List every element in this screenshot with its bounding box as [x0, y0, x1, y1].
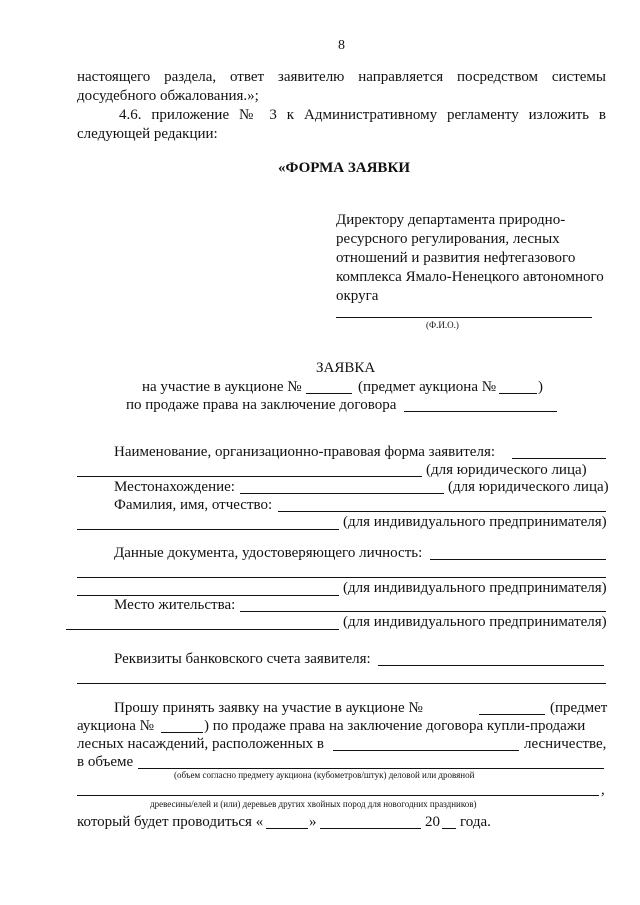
- addressee-line-5: округа: [336, 288, 379, 304]
- page-number: 8: [338, 38, 345, 53]
- residence-blank[interactable]: [240, 611, 606, 612]
- wood-caption: древесины/елей и (или) деревьев других хвойных пород для новогодних праздников): [150, 799, 477, 809]
- location-label: Местонахождение:: [114, 479, 235, 495]
- request-line-2a: аукциона №: [77, 718, 154, 734]
- legal-entity-note: (для юридического лица): [426, 462, 587, 478]
- date-line-a: который будет проводиться «: [77, 814, 264, 830]
- auction-number-blank[interactable]: [306, 393, 352, 394]
- wood-comma: ,: [601, 782, 605, 798]
- location-blank[interactable]: [240, 493, 444, 494]
- fio-field-blank-2[interactable]: [77, 529, 339, 530]
- bank-label: Реквизиты банковского счета заявителя:: [114, 651, 371, 667]
- document-blank-3[interactable]: [77, 595, 339, 596]
- document-note: (для индивидуального предпринимателя): [343, 580, 607, 596]
- date-day-blank[interactable]: [266, 828, 308, 829]
- request-line-1a: Прошу принять заявку на участие в аукционе №: [114, 700, 423, 716]
- intro-line-1: настоящего раздела, ответ заявителю направляется посредством системы: [77, 69, 606, 85]
- date-month-blank[interactable]: [320, 828, 421, 829]
- date-line-c: 20: [425, 814, 440, 830]
- residence-label: Место жительства:: [114, 597, 236, 613]
- application-subtitle-2: по продаже права на заключение договора: [126, 397, 397, 413]
- applicant-name-label: Наименование, организационно-правовая форма заявителя:: [114, 444, 496, 460]
- forestry-blank[interactable]: [333, 750, 519, 751]
- bank-blank[interactable]: [378, 665, 604, 666]
- application-title: ЗАЯВКА: [316, 360, 376, 376]
- ip-note: (для индивидуального предпринимателя): [343, 514, 607, 530]
- date-line-d: года.: [460, 814, 491, 830]
- auction-subject-number-blank[interactable]: [499, 393, 537, 394]
- document-blank[interactable]: [430, 559, 606, 560]
- residence-note: (для индивидуального предпринимателя): [343, 614, 607, 630]
- volume-blank[interactable]: [138, 768, 604, 769]
- wood-blank[interactable]: [77, 795, 599, 796]
- request-subject-number-blank[interactable]: [161, 732, 203, 733]
- addressee-line-2: ресурсного регулирования, лесных: [336, 231, 560, 247]
- location-note: (для юридического лица): [448, 479, 609, 495]
- request-auction-number-blank[interactable]: [479, 714, 545, 715]
- bank-blank-2[interactable]: [77, 683, 606, 684]
- applicant-name-blank-2[interactable]: [77, 476, 422, 477]
- request-line-4: в объеме: [77, 754, 134, 770]
- residence-blank-2[interactable]: [66, 629, 339, 630]
- request-line-1b: (предмет: [550, 700, 608, 716]
- addressee-line-4: комплекса Ямало-Ненецкого автономного: [336, 269, 604, 285]
- form-title: «ФОРМА ЗАЯВКИ: [278, 160, 410, 176]
- intro-line-3: 4.6. приложение № 3 к Административному регламенту изложить в: [119, 107, 606, 123]
- application-subtitle-1b: (предмет аукциона №: [358, 379, 497, 395]
- contract-blank[interactable]: [404, 411, 557, 412]
- volume-caption: (объем согласно предмету аукциона (кубометров/штук) деловой или дровяной: [174, 770, 475, 780]
- request-line-3b: лесничестве,: [524, 736, 607, 752]
- fio-caption: (Ф.И.О.): [426, 320, 459, 330]
- fio-blank[interactable]: [336, 317, 592, 318]
- request-line-2b: ) по продаже права на заключение договора купли-продажи: [204, 718, 586, 734]
- fio-label: Фамилия, имя, отчество:: [114, 497, 273, 513]
- date-line-b: »: [309, 814, 317, 830]
- document-label: Данные документа, удостоверяющего личность:: [114, 545, 423, 561]
- intro-line-4: следующей редакции:: [77, 126, 218, 142]
- intro-line-2: досудебного обжалования.»;: [77, 88, 259, 104]
- application-subtitle-1c: ): [538, 379, 543, 395]
- fio-field-blank[interactable]: [278, 511, 606, 512]
- request-line-3a: лесных насаждений, расположенных в: [77, 736, 324, 752]
- application-subtitle-1a: на участие в аукционе №: [142, 379, 302, 395]
- document-blank-2[interactable]: [77, 577, 606, 578]
- applicant-name-blank[interactable]: [512, 458, 606, 459]
- addressee-line-3: отношений и развития нефтегазового: [336, 250, 576, 266]
- addressee-line-1: Директору департамента природно-: [336, 212, 566, 228]
- date-year-blank[interactable]: [442, 828, 456, 829]
